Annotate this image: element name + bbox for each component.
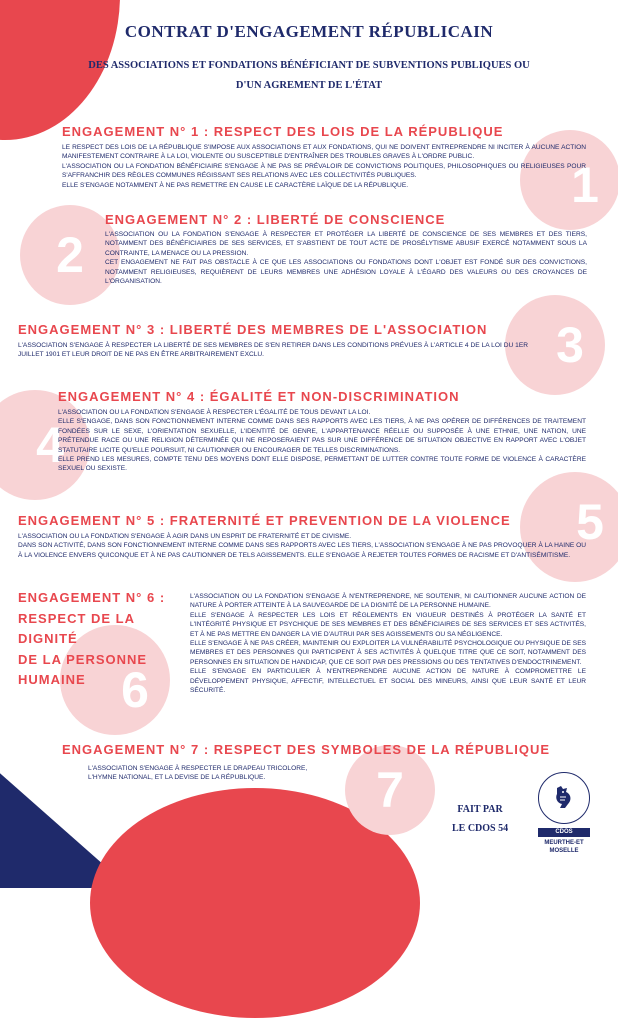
engagement-2-heading: ENGAGEMENT N° 2 : LIBERTÉ DE CONSCIENCE: [105, 212, 446, 227]
number-circle-7: 7: [345, 745, 435, 835]
rooster-icon: [551, 784, 575, 810]
engagement-5-heading: ENGAGEMENT N° 5 : FRATERNITÉ ET PREVENTION DE LA VIOLENCE: [18, 513, 511, 528]
engagement-1-heading: ENGAGEMENT N° 1 : RESPECT DES LOIS DE LA RÉPUBLIQUE: [62, 124, 504, 139]
engagement-4-heading: ENGAGEMENT N° 4 : ÉGALITÉ ET NON-DISCRIMINATION: [58, 389, 460, 404]
page-title: CONTRAT D'ENGAGEMENT RÉPUBLICAIN: [124, 22, 494, 41]
engagement-4-body: L'ASSOCIATION OU LA FONDATION S'ENGAGE À RESPECTER L'ÉGALITÉ DE TOUS DEVANT LA LOI. ELLE S'ENGAGE, DANS SON FONCTIONNEMENT INTERNE COMME DANS SES RAPPORTS AVEC LES TIERS, À NE PAS OPÉRER DE DIFFÉRENCES DE TRAITEMENT FONDÉES SUR LE SEXE, L'ORIENTATION SEXUELLE, L'IDENTITÉ DE GENRE, L'APPARTENANCE RÉELLE OU SUPPOSÉE À UNE ETHNIE, UNE NATION, UNE PRÉTENDUE RACE OU UNE RELIGION DÉTERMINÉE QUI NE REPOSERAIENT PAS SUR UNE DIFFÉRENCE DE SITUATION OBJECTIVE EN RAPPORT AVEC L'OBJET STATUTAIRE LICITE QU'ELLE POURSUIT, NI CAUTIONNER OU ENCOURAGER DE TELLES DISCRIMINATIONS. ELLE PREND LES MESURES, COMPTE TENU DES MOYENS DONT ELLE DISPOSE, PERMETTANT DE LUTTER CONTRE TOUTE FORME DE VIOLENCE À CARACTÈRE SEXUEL OU SEXISTE.: [58, 409, 586, 473]
engagement-1-body: LE RESPECT DES LOIS DE LA RÉPUBLIQUE S'IMPOSE AUX ASSOCIATIONS ET AUX FONDATIONS, QUI NE DOIVENT ENTREPRENDRE NI INCITER À AUCUNE ACTION MANIFESTEMENT CONTRAIRE À LA LOI, VIOLENTE OU SUSCEPTIBLE D'ENTRAÎNER DES TROUBLES GRAVES À L'ORDRE PUBLIC. L'ASSOCIATION OU LA FONDATION BÉNÉFICIAIRE S'ENGAGE À NE PAS SE PRÉVALOIR DE CONVICTIONS POLITIQUES, PHILOSOPHIQUES OU RELIGIEUSES POUR S'AFFRANCHIR DES RÈGLES COMMUNES RÉGISSANT SES RELATIONS AVEC LES COLLECTIVITÉS PUBLIQUES. ELLE S'ENGAGE NOTAMMENT À NE PAS REMETTRE EN CAUSE LE CARACTÈRE LAÏQUE DE LA RÉPUBLIQUE.: [62, 144, 586, 189]
author-credit: FAIT PAR LE CDOS 54: [452, 804, 509, 834]
engagement-3-body: L'ASSOCIATION S'ENGAGE À RESPECTER LA LIBERTÉ DE SES MEMBRES DE S'EN RETIRER DANS LES CONDITIONS PRÉVUES À L'ARTICLE 4 DE LA LOI DU 1ER JUILLET 1901 ET LEUR DROIT DE NE PAS EN ÊTRE ARBITRAIREMENT EXCLU.: [18, 342, 528, 359]
page-subtitle: DES ASSOCIATIONS ET FONDATIONS BÉNÉFICIANT DE SUBVENTIONS PUBLIQUES OU D'UN AGREMENT DE L'ÉTAT: [88, 60, 530, 91]
cdos-logo: [532, 772, 596, 862]
engagement-2-body: L'ASSOCIATION OU LA FONDATION S'ENGAGE À RESPECTER ET PROTÉGER LA LIBERTÉ DE CONSCIENCE DE SES MEMBRES ET DES TIERS, NOTAMMENT DES BÉNÉFICIAIRES DE SES SERVICES, ET S'ABSTIENT DE TOUT ACTE DE PROSÉLYTISME ABUSIF EXERCÉ NOTAMMENT SOUS LA CONTRAINTE, LA MENACE OU LA PRESSION. CET ENGAGEMENT NE FAIT PAS OBSTACLE À CE QUE LES ASSOCIATIONS OU FONDATIONS DONT L'OBJET EST FONDÉ SUR DES CONVICTIONS, NOTAMMENT RELIGIEUSES, REQUIÈRENT DE LEURS MEMBRES UNE ADHÉSION LOYALE À L'ÉGARD DES VALEURS OU DES CROYANCES DE L'ORGANISATION.: [105, 231, 587, 286]
engagement-6-heading: ENGAGEMENT N° 6 : RESPECT DE LA DIGNITÉ DE LA PERSONNE HUMAINE: [18, 590, 166, 687]
engagement-6-body: L'ASSOCIATION OU LA FONDATION S'ENGAGE À N'ENTREPRENDRE, NE SOUTENIR, NI CAUTIONNER AUCUNE ACTION DE NATURE À PORTER ATTEINTE À LA SAUVEGARDE DE LA DIGNITÉ DE LA PERSONNE HUMAINE. ELLE S'ENGAGE À RESPECTER LES LOIS ET RÈGLEMENTS EN VIGUEUR DESTINÉS À PROTÉGER LA SANTÉ ET L'INTÉGRITÉ PHYSIQUE ET PSYCHIQUE DE SES MEMBRES ET DES BÉNÉFICIAIRES DE SES SERVICES ET SES ACTIVITÉS, ET À NE PAS METTRE EN DANGER LA VIE D'AUTRUI PAR SES AGISSEMENTS OU SA NÉGLIGENCE. ELLE S'ENGAGE À NE PAS CRÉER, MAINTENIR OU EXPLOITER LA VULNÉRABILITÉ PSYCHOLOGIQUE OU PHYSIQUE DE SES MEMBRES ET DES PERSONNES QUI PARTICIPENT À SES ACTIVITÉS À QUELQUE TITRE QUE CE SOIT, NOTAMMENT DES PERSONNES EN SITUATION DE HANDICAP, QUE CE SOIT PAR DES PRESSIONS OU DES TENTATIVES D'ENDOCTRINEMENT. ELLE S'ENGAGE EN PARTICULIER À N'ENTREPRENDRE AUCUNE ACTION DE NATURE À COMPROMETTRE LE DÉVELOPPEMENT PHYSIQUE, AFFECTIF, INTELLECTUEL ET SOCIAL DES MINEURS, AINSI QUE LEUR SANTÉ ET LEUR SÉCURITÉ.: [190, 593, 586, 695]
logo-subtitle: MEURTHE-ET MOSELLE: [544, 840, 584, 854]
engagement-5-body: L'ASSOCIATION OU LA FONDATION S'ENGAGE À AGIR DANS UN ESPRIT DE FRATERNITÉ ET DE CIVISME. DANS SON ACTIVITÉ, DANS SON FONCTIONNEMENT INTERNE COMME DANS SES RAPPORTS AVEC LES TIERS, L'ASSOCIATION S'ENGAGE À NE PAS PROVOQUER À LA HAINE OU À LA VIOLENCE ENVERS QUICONQUE ET À NE PAS CAUTIONNER DE TELS AGISSEMENTS. ELLE S'ENGAGE À REJETER TOUTES FORMES DE RACISME ET D'ANTISÉMITISME.: [18, 533, 586, 559]
engagement-3-heading: ENGAGEMENT N° 3 : LIBERTÉ DES MEMBRES DE L'ASSOCIATION: [18, 322, 488, 337]
engagement-7-body: L'ASSOCIATION S'ENGAGE À RESPECTER LE DRAPEAU TRICOLORE, L'HYMNE NATIONAL, ET LA DEVISE DE LA RÉPUBLIQUE.: [88, 765, 308, 782]
logo-box: CDOS: [538, 828, 590, 837]
engagement-7-heading: ENGAGEMENT N° 7 : RESPECT DES SYMBOLES DE LA RÉPUBLIQUE: [62, 742, 551, 757]
number-circle-4: 4: [0, 390, 90, 500]
number-circle-2: 2: [20, 205, 120, 305]
number-circle-1: 1: [520, 130, 618, 230]
number-circle-3: 3: [505, 295, 605, 395]
number-circle-5: 5: [520, 472, 618, 582]
number-circle-6: 6: [60, 625, 170, 735]
